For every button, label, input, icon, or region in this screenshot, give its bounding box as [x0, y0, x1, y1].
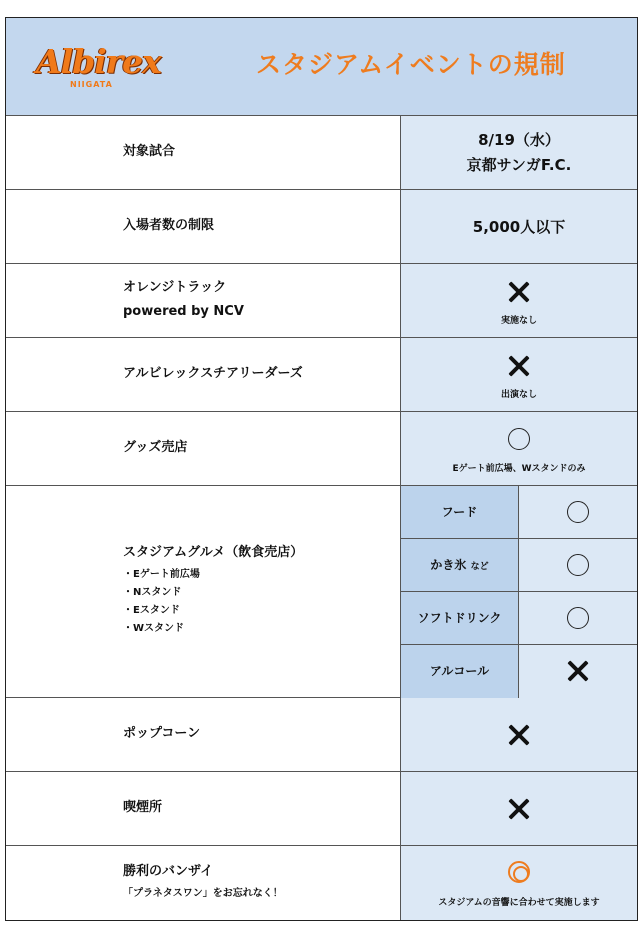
circle-icon: [567, 501, 589, 523]
status-note: 実施なし: [500, 316, 537, 326]
row-label: オレンジトラック: [123, 280, 227, 295]
page-title: スタジアムイベントの規制: [256, 50, 566, 79]
row-label-sub: powered by NCV: [123, 304, 244, 319]
circle-icon: [508, 428, 530, 450]
gourmet-item-alcohol: アルコール: [401, 645, 637, 698]
regulation-table: [5, 17, 638, 921]
row-banzai: [6, 846, 637, 920]
match-date: 8/19（水）: [478, 131, 560, 149]
row-label: アルビレックスチアリーダーズ: [123, 366, 303, 381]
match-opponent: 京都サンガF.C.: [466, 156, 572, 174]
gourmet-item-food: フード: [401, 486, 637, 539]
row-smoking: [6, 772, 637, 846]
table-header: [6, 18, 637, 116]
status-note: Eゲート前広場、Wスタンドのみ: [452, 464, 586, 474]
status-note: スタジアムの音響に合わせて実施します: [438, 898, 600, 908]
albirex-logo: Albirex NIIGATA: [36, 42, 161, 89]
row-capacity: [6, 190, 637, 264]
capacity-value: 5,000人以下: [472, 218, 566, 236]
row-popcorn: [6, 698, 637, 772]
cross-icon: [508, 281, 530, 303]
row-match: [6, 116, 637, 190]
row-cheerleaders: [6, 338, 637, 412]
cross-icon: [508, 355, 530, 377]
row-label: 入場者数の制限: [123, 218, 215, 233]
row-goods: [6, 412, 637, 486]
row-label: グッズ売店: [123, 440, 188, 455]
status-note: 出演なし: [500, 390, 537, 400]
row-label: ポップコーン: [123, 726, 201, 741]
row-label: 勝利のバンザイ: [123, 864, 214, 879]
circle-icon: [567, 607, 589, 629]
cross-icon: [508, 798, 530, 820]
cross-icon: [567, 660, 589, 682]
location-item: ・Eゲート前広場: [123, 569, 200, 580]
cross-icon: [508, 724, 530, 746]
row-label-sub: 「プラネタスワン」をお忘れなく！: [123, 888, 283, 899]
double-circle-icon: [508, 861, 530, 883]
row-label: 対象試合: [123, 144, 176, 159]
location-item: ・Nスタンド: [123, 587, 182, 598]
row-orange-track: [6, 264, 637, 338]
gourmet-item-shaved-ice: かき氷 など: [401, 539, 637, 592]
location-item: ・Wスタンド: [123, 623, 185, 634]
row-label: 喫煙所: [123, 800, 163, 815]
gourmet-item-soft-drink: ソフトドリンク: [401, 592, 637, 645]
location-item: ・Eスタンド: [123, 605, 180, 616]
circle-icon: [567, 554, 589, 576]
row-label: スタジアムグルメ（飲食売店）: [123, 545, 304, 560]
row-gourmet: [6, 486, 637, 698]
